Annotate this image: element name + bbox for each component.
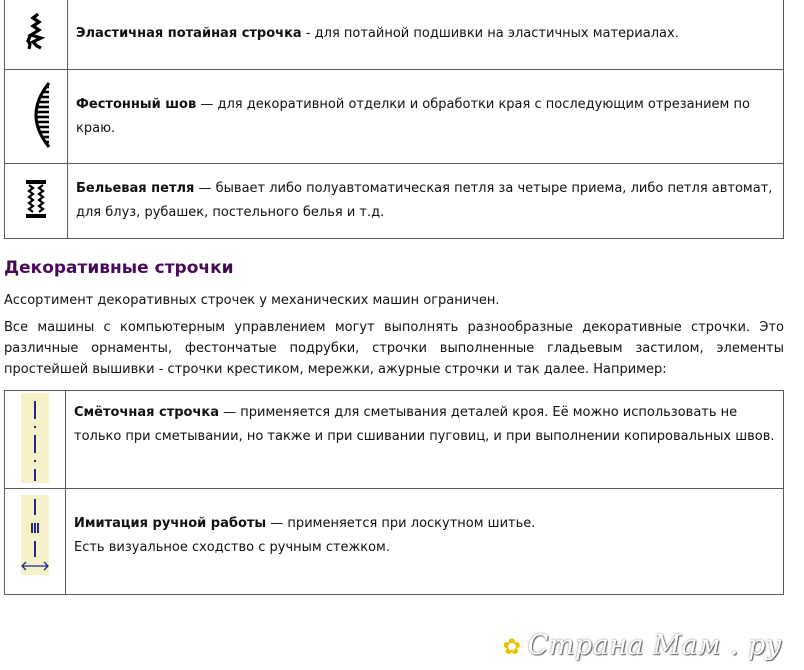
table-row	[5, 489, 784, 595]
table-row	[5, 391, 784, 489]
stitch-description: — применяется для сметывания деталей кроя. Её можно использовать не только при сметывании, но также и при сшивании пуговиц, и при выполнении копировальных швов.	[74, 405, 775, 444]
stitch-term: Имитация ручной работы	[74, 516, 267, 531]
hand-stitch-imitation-icon	[17, 495, 53, 575]
stitch-term: Бельевая петля	[76, 181, 195, 196]
section-heading: Декоративные строчки	[4, 258, 234, 278]
table-row	[5, 164, 784, 239]
stitch-term: Смёточная строчка	[74, 405, 219, 420]
stitch-description: — для декоративной отделки и обработки края с последующим отрезанием по краю.	[76, 96, 750, 136]
icon-cell	[5, 0, 68, 70]
watermark	[503, 630, 782, 661]
watermark-text: Страна Мам . ру	[527, 630, 782, 661]
elastic-blind-stitch-icon	[21, 12, 51, 52]
body-paragraph: Все машины с компьютерным управлением могут выполнять разнообразные декоративные строчки. Это различные орнаменты, фестончатые подрубки, строчки выполненные гладьевым застилом, элементы простейшей вышивки - строчки крестиком, мережки, ажурные строчки и так далее. Например:	[4, 320, 784, 377]
stitch-table-utility	[4, 0, 784, 239]
stitch-description: - для потайной подшивки на эластичных материалах.	[301, 26, 679, 41]
table-cell	[66, 489, 784, 595]
flower-icon: ✿	[502, 635, 522, 660]
basting-stitch-icon	[17, 393, 53, 483]
table-cell	[68, 70, 784, 164]
stitch-term: Фестонный шов	[76, 96, 197, 112]
icon-cell	[5, 391, 66, 489]
icon-cell	[5, 489, 66, 595]
buttonhole-icon	[24, 178, 48, 220]
table-cell	[66, 391, 784, 489]
stitch-table-decorative	[4, 390, 784, 595]
stitch-description: — применяется при лоскутном шитье.	[266, 516, 536, 531]
stitch-description: — бывает либо полуавтоматическая петля за четыре приема, либо петля автомат, для блуз, рубашек, постельного белья и т.д.	[76, 181, 773, 220]
icon-cell	[5, 164, 68, 239]
stitch-extra-note: Есть визуальное сходство с ручным стежком.	[74, 540, 390, 555]
icon-cell	[5, 70, 68, 164]
scallop-stitch-icon	[19, 80, 53, 150]
stitch-term: Эластичная потайная строчка	[76, 26, 302, 41]
table-cell	[68, 164, 784, 239]
table-row	[5, 0, 784, 70]
table-row	[5, 70, 784, 164]
table-cell	[68, 0, 784, 70]
intro-paragraph: Ассортимент декоративных строчек у механических машин ограничен.	[4, 293, 500, 308]
